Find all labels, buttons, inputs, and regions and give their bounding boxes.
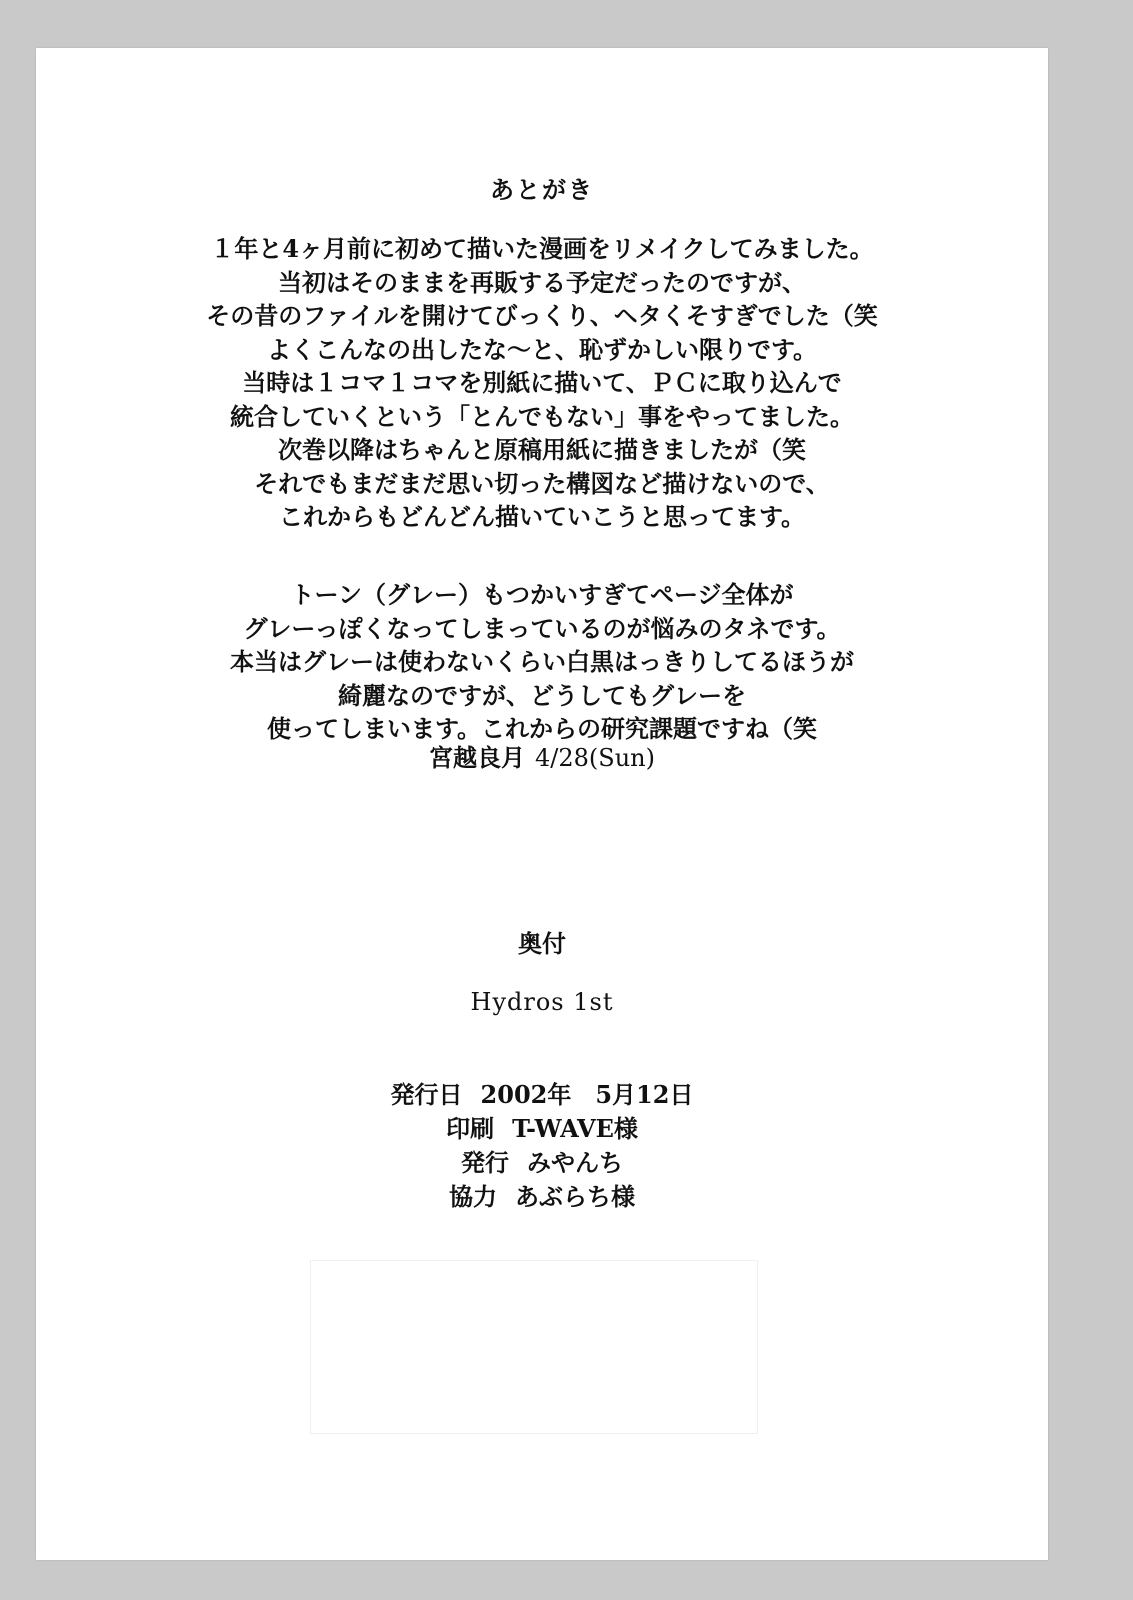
text-line: １年と4ヶ月前に初めて描いた漫画をリメイクしてみました。 [210,234,874,263]
text-line: これからもどんどん描いていこうと思ってます。 [278,502,806,531]
colophon-title: 奥付 [518,929,566,958]
text-line: 綺麗なのですが、どうしてもグレーを [338,680,746,710]
blank-placeholder-box [310,1260,758,1434]
text-line: その昔のファイルを開けてびっくり、ヘタくそすぎでした（笑 [206,301,878,330]
credit-value: 2002年 5月12日 [480,1080,694,1109]
text-line: グレーっぽくなってしまっているのが悩みのタネです。 [243,613,841,643]
credit-value: みやんち [527,1148,623,1177]
credit-label: 発行 [461,1148,509,1177]
credit-label: 協力 [449,1182,497,1211]
credit-label: 発行日 [390,1080,463,1109]
author-name: 宮越良月 [429,743,525,772]
colophon-credits [36,1078,1048,1214]
credit-row [36,1180,1048,1214]
text-line: 当時は１コマ１コマを別紙に描いて、ＰＣに取り込んで [242,368,842,397]
text-line: 本当はグレーは使わないくらい白黒はっきりしてるほうが [230,647,854,676]
credit-row [36,1078,1048,1112]
text-line: それでもまだまだ思い切った構図など描けないので、 [254,468,830,498]
credit-value: あぶらち様 [515,1182,635,1211]
text-line: 次巻以降はちゃんと原稿用紙に描きましたが（笑 [278,435,806,464]
credit-row [36,1146,1048,1180]
text-line: 統合していくという「とんでもない」事をやってました。 [230,401,854,431]
signature-date: 4/28(Sun) [535,744,655,772]
document-page [36,48,1048,1560]
credit-label: 印刷 [446,1114,495,1143]
text-line: よくこんなの出したな～と、恥ずかしい限りです。 [266,334,818,364]
text-line: 使ってしまいます。これからの研究課題ですね（笑 [266,714,818,743]
afterword-title: あとがき [490,175,594,204]
book-title: Hydros 1st [470,988,614,1016]
credit-value: T-WAVE様 [512,1114,638,1143]
afterword-signature [36,738,1048,773]
text-line: 当初はそのままを再販する予定だったのですが、 [278,267,806,297]
afterword-paragraph-1 [36,232,1048,534]
afterword-paragraph-2 [36,578,1048,746]
credit-row [36,1112,1048,1146]
text-line: トーン（グレー）もつかいすぎてページ全体が [290,580,794,609]
